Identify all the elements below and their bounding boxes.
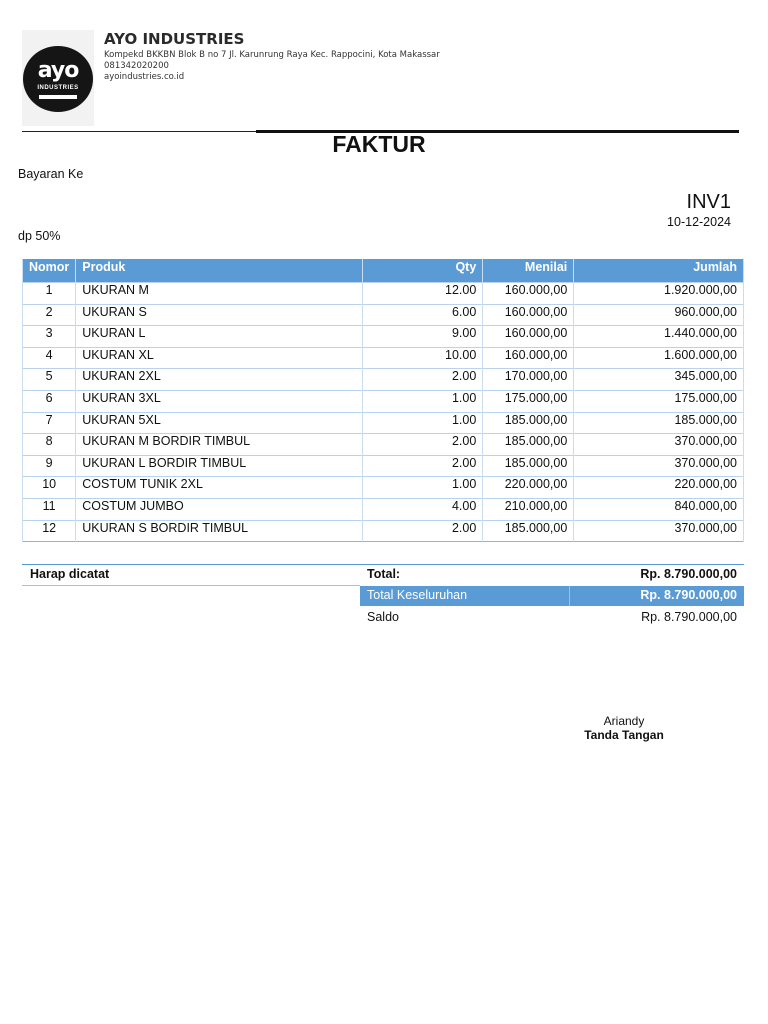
- table-row: [23, 347, 744, 369]
- grand-total-bar: [360, 586, 744, 606]
- document-title: FAKTUR: [332, 131, 426, 157]
- row-price: 210.000,00: [483, 498, 574, 520]
- row-qty: 10.00: [363, 347, 483, 369]
- saldo-value: Rp. 8.790.000,00: [641, 610, 737, 624]
- row-amount: 175.000,00: [574, 390, 744, 412]
- saldo-label: Saldo: [367, 610, 399, 624]
- logo-bar: [39, 95, 77, 99]
- row-product: COSTUM JUMBO: [76, 498, 363, 520]
- row-number: 10: [23, 477, 76, 499]
- header-jumlah: Jumlah: [574, 259, 744, 283]
- row-amount: 1.600.000,00: [574, 347, 744, 369]
- row-number: 4: [23, 347, 76, 369]
- logo-badge: [23, 46, 93, 112]
- row-price: 170.000,00: [483, 369, 574, 391]
- row-number: 1: [23, 283, 76, 305]
- header-qty: Qty: [363, 259, 483, 283]
- logo-wordmark: ayo: [37, 58, 79, 83]
- row-product: COSTUM TUNIK 2XL: [76, 477, 363, 499]
- row-price: 185.000,00: [483, 520, 574, 542]
- row-amount: 840.000,00: [574, 498, 744, 520]
- row-qty: 1.00: [363, 477, 483, 499]
- row-product: UKURAN L BORDIR TIMBUL: [76, 455, 363, 477]
- row-number: 3: [23, 326, 76, 348]
- grand-total-value: Rp. 8.790.000,00: [640, 588, 737, 602]
- row-qty: 1.00: [363, 390, 483, 412]
- total-label: Total:: [367, 567, 401, 581]
- row-qty: 2.00: [363, 455, 483, 477]
- company-phone: 081342020200: [104, 61, 169, 71]
- row-number: 5: [23, 369, 76, 391]
- row-number: 2: [23, 304, 76, 326]
- row-price: 220.000,00: [483, 477, 574, 499]
- row-product: UKURAN M BORDIR TIMBUL: [76, 434, 363, 456]
- row-price: 175.000,00: [483, 390, 574, 412]
- row-price: 160.000,00: [483, 347, 574, 369]
- row-number: 8: [23, 434, 76, 456]
- header-menilai: Menilai: [483, 259, 574, 283]
- row-price: 185.000,00: [483, 434, 574, 456]
- row-number: 11: [23, 498, 76, 520]
- row-amount: 960.000,00: [574, 304, 744, 326]
- table-row: [23, 498, 744, 520]
- table-row: [23, 283, 744, 305]
- row-number: 12: [23, 520, 76, 542]
- row-product: UKURAN 2XL: [76, 369, 363, 391]
- grand-total-label: Total Keseluruhan: [367, 588, 468, 602]
- row-qty: 4.00: [363, 498, 483, 520]
- row-qty: 12.00: [363, 283, 483, 305]
- table-row: [23, 369, 744, 391]
- row-product: UKURAN 3XL: [76, 390, 363, 412]
- note-divider: [22, 585, 360, 586]
- row-product: UKURAN S: [76, 304, 363, 326]
- row-number: 6: [23, 390, 76, 412]
- row-product: UKURAN M: [76, 283, 363, 305]
- row-price: 160.000,00: [483, 304, 574, 326]
- invoice-note: dp 50%: [18, 229, 61, 243]
- table-row: [23, 304, 744, 326]
- company-address: Kompekd BKKBN Blok B no 7 Jl. Karunrung Raya Kec. Rappocini, Kota Makassar: [104, 50, 440, 60]
- items-table: [22, 259, 744, 542]
- row-qty: 9.00: [363, 326, 483, 348]
- row-amount: 185.000,00: [574, 412, 744, 434]
- row-amount: 220.000,00: [574, 477, 744, 499]
- bill-to-label: Bayaran Ke: [18, 167, 84, 181]
- signer-name: Ariandy: [603, 714, 645, 728]
- row-product: UKURAN XL: [76, 347, 363, 369]
- row-number: 9: [23, 455, 76, 477]
- company-logo: [22, 30, 94, 126]
- note-label: Harap dicatat: [30, 567, 110, 581]
- row-amount: 1.920.000,00: [574, 283, 744, 305]
- table-row: [23, 477, 744, 499]
- table-row: [23, 520, 744, 542]
- row-amount: 370.000,00: [574, 520, 744, 542]
- header-nomor: Nomor: [23, 259, 76, 283]
- table-row: [23, 390, 744, 412]
- table-row: [23, 412, 744, 434]
- row-price: 185.000,00: [483, 412, 574, 434]
- table-row: [23, 455, 744, 477]
- row-amount: 370.000,00: [574, 455, 744, 477]
- summary-divider: [22, 564, 744, 565]
- row-price: 160.000,00: [483, 326, 574, 348]
- row-price: 185.000,00: [483, 455, 574, 477]
- invoice-number: INV1: [686, 191, 731, 213]
- table-row: [23, 434, 744, 456]
- row-amount: 370.000,00: [574, 434, 744, 456]
- table-row: [23, 326, 744, 348]
- company-website: ayoindustries.co.id: [104, 72, 185, 82]
- table-header-row: [23, 259, 744, 283]
- row-qty: 1.00: [363, 412, 483, 434]
- row-qty: 2.00: [363, 520, 483, 542]
- row-product: UKURAN S BORDIR TIMBUL: [76, 520, 363, 542]
- invoice-date: 10-12-2024: [667, 215, 731, 229]
- row-qty: 6.00: [363, 304, 483, 326]
- logo-subtitle: INDUSTRIES: [37, 85, 79, 91]
- grand-total-separator: [569, 586, 570, 606]
- row-product: UKURAN 5XL: [76, 412, 363, 434]
- row-number: 7: [23, 412, 76, 434]
- company-name: AYO INDUSTRIES: [104, 30, 245, 48]
- total-value: Rp. 8.790.000,00: [640, 567, 737, 581]
- row-amount: 345.000,00: [574, 369, 744, 391]
- signature-label: Tanda Tangan: [584, 728, 664, 742]
- row-amount: 1.440.000,00: [574, 326, 744, 348]
- row-price: 160.000,00: [483, 283, 574, 305]
- row-product: UKURAN L: [76, 326, 363, 348]
- header-produk: Produk: [76, 259, 363, 283]
- row-qty: 2.00: [363, 434, 483, 456]
- row-qty: 2.00: [363, 369, 483, 391]
